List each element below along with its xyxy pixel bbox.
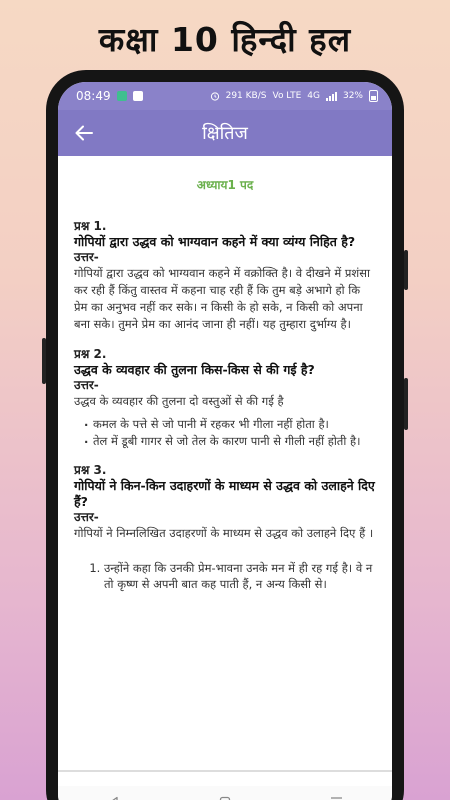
volume-button bbox=[404, 250, 408, 290]
content-scroll[interactable] bbox=[58, 156, 392, 772]
battery-icon bbox=[369, 90, 378, 102]
question-block-1 bbox=[74, 219, 376, 333]
question-number: प्रश्न 1. bbox=[74, 219, 107, 233]
notification-gallery-icon bbox=[133, 91, 143, 101]
triangle-back-icon bbox=[108, 796, 120, 800]
list-item: 1. उन्होंने कहा कि उनकी प्रेम-भावना उनके मन में ही रह गई है। वे न तो कृष्ण से अपनी बात कह पाती हैं, न अन्य किसी से। bbox=[104, 560, 376, 592]
answer-label: उत्तर- bbox=[74, 510, 99, 524]
list-item: . तेल में डूबी गागर से जो तेल के कारण पानी से गीली नहीं होती है। bbox=[84, 434, 376, 449]
answer-text: गोपियों ने निम्नलिखित उदाहरणों के माध्यम से उद्धव को उलाहने दिए हैं । bbox=[74, 526, 374, 540]
app-title: क्षितिज bbox=[202, 123, 248, 144]
app-bar bbox=[58, 110, 392, 156]
phone-frame bbox=[46, 70, 404, 800]
status-bar bbox=[58, 82, 392, 110]
question-number: प्रश्न 2. bbox=[74, 347, 107, 361]
screen bbox=[58, 82, 392, 800]
answer-label: उत्तर- bbox=[74, 250, 99, 264]
battery-percent: 32% bbox=[342, 91, 363, 101]
arrow-back-icon[interactable] bbox=[74, 123, 94, 143]
list-item: . कमल के पत्ते से जो पानी में रहकर भी गीला नहीं होता है। bbox=[84, 417, 376, 432]
question-number: प्रश्न 3. bbox=[74, 463, 107, 477]
power-button bbox=[42, 338, 46, 384]
signal-indicator: 4G bbox=[307, 91, 320, 101]
alarm-icon bbox=[210, 91, 220, 101]
network-speed: 291 KB/S bbox=[225, 91, 267, 101]
promo-title: कक्षा 10 हिन्दी हल bbox=[98, 20, 352, 59]
answer-bullets bbox=[74, 417, 376, 449]
question-text: गोपियों द्वारा उद्धव को भाग्यवान कहने में क्या व्यंग्य निहित है? bbox=[74, 234, 356, 249]
question-block-2 bbox=[74, 347, 376, 449]
nav-menu-button[interactable] bbox=[321, 796, 351, 800]
lines-menu-icon bbox=[330, 796, 343, 800]
question-text: उद्धव के व्यवहार की तुलना किस-किस से की गई है? bbox=[74, 362, 315, 377]
answer-text: गोपियों द्वारा उद्धव को भाग्यवान कहने में वक्रोक्ति है। वे दीखने में प्रशंसा कर रही हैं किंतु वास्तव में कहना चाह रही हैं कि तुम बड़े अभागे हो कि प्रेम का अनुभव नहीं कर सके। न किसी के हो सके, न किसी को अपना बना सके। तुमने प्रेम का आनंद जाना ही नहीं। यह तुम्हारा दुर्भाग्य है। bbox=[74, 266, 370, 331]
square-home-icon bbox=[219, 796, 231, 800]
answer-numbered-list bbox=[74, 560, 376, 592]
nav-back-button[interactable] bbox=[99, 796, 129, 800]
chapter-title: अध्याय1 पद bbox=[196, 178, 254, 192]
answer-label: उत्तर- bbox=[74, 378, 99, 392]
volte-indicator: Vo LTE bbox=[272, 91, 302, 101]
volume-button-2 bbox=[404, 378, 408, 430]
navigation-bar bbox=[58, 786, 392, 800]
signal-icon bbox=[326, 92, 337, 101]
question-text: गोपियों ने किन-किन उदाहरणों के माध्यम से उद्धव को उलाहने दिए हैं? bbox=[74, 478, 375, 509]
notification-app-icon bbox=[117, 91, 127, 101]
question-block-3 bbox=[74, 463, 376, 592]
nav-home-button[interactable] bbox=[210, 796, 240, 800]
answer-text: उद्धव के व्यवहार की तुलना दो वस्तुओं से की गई है bbox=[74, 394, 284, 408]
status-time: 08:49 bbox=[76, 89, 111, 103]
